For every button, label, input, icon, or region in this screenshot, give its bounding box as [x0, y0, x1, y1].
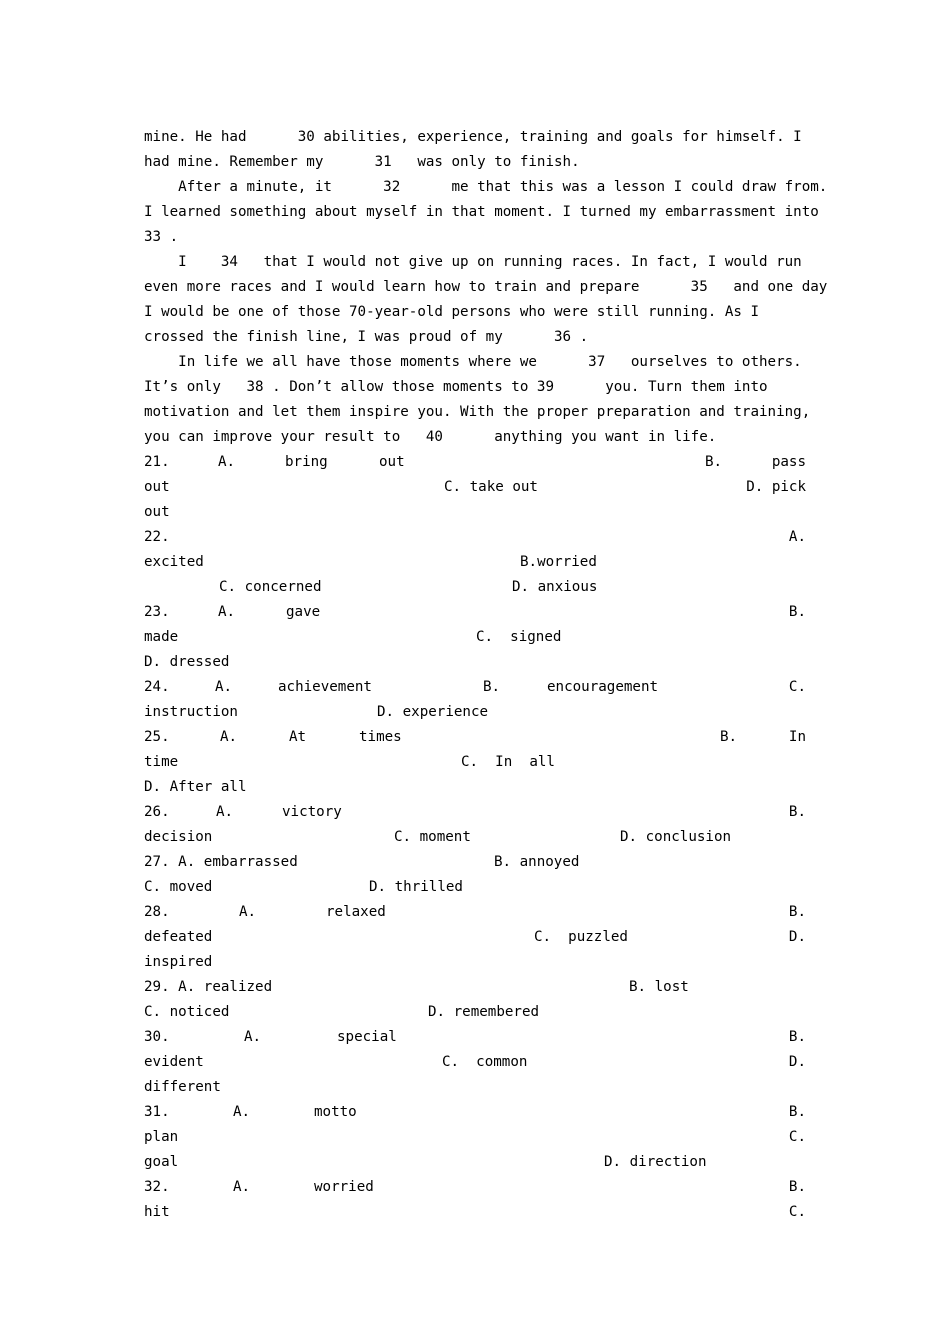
question-number: 26.: [144, 804, 170, 820]
passage-line: After a minute, it 32 me that this was a lesson I could draw from.: [144, 179, 828, 195]
question-30-cont: [144, 1075, 806, 1100]
option-d-text: inspired: [144, 954, 213, 970]
option-a-letter: A.: [788, 529, 806, 545]
option-d: D. pick: [746, 479, 806, 495]
passage-line: had mine. Remember my 31 was only to finish.: [144, 154, 580, 170]
question-29: [144, 975, 806, 1000]
question-number: 21.: [144, 454, 170, 470]
passage-line: motivation and let them inspire you. With the proper preparation and training,: [144, 404, 811, 420]
option-b-letter: B.: [720, 729, 738, 745]
option-b-text: In: [788, 729, 806, 745]
question-31-cont: [144, 1150, 806, 1175]
option-a-text: achievement: [278, 679, 372, 695]
question-27: [144, 850, 806, 875]
question-30: [144, 1025, 806, 1050]
question-26: [144, 800, 806, 825]
option-b-text: hit: [144, 1204, 170, 1220]
question-number: 28.: [144, 904, 170, 920]
passage-line: In life we all have those moments where we 37 ourselves to others.: [144, 354, 802, 370]
option-a-text: gave: [286, 604, 321, 620]
option-a-text: excited: [144, 554, 204, 570]
option-a-text: times: [359, 729, 402, 745]
option-a-letter: A.: [233, 1104, 251, 1120]
option-b-letter: B.: [788, 1104, 806, 1120]
option-a-letter: A.: [218, 604, 236, 620]
question-31-cont: [144, 1125, 806, 1150]
option-c-text: instruction: [144, 704, 238, 720]
option-d-letter: D.: [788, 1054, 806, 1070]
option-b-text: time: [144, 754, 179, 770]
option-c: C. puzzled: [534, 929, 628, 945]
option-c: C. In all: [461, 754, 555, 770]
option-a-letter: A.: [215, 679, 233, 695]
option-b-text: out: [144, 479, 170, 495]
option-d: D. conclusion: [620, 829, 732, 845]
option-c-text: goal: [144, 1154, 179, 1170]
question-number: 25.: [144, 729, 170, 745]
passage-line: 33 .: [144, 229, 179, 245]
option-a-text: relaxed: [326, 904, 386, 920]
question-28-cont: [144, 950, 806, 975]
question-number-option-a: 27. A. embarrassed: [144, 854, 298, 870]
option-d: D. thrilled: [369, 879, 463, 895]
question-21-cont: [144, 475, 806, 500]
option-c-letter: C.: [788, 679, 806, 695]
option-c: C. concerned: [219, 579, 322, 595]
question-26-cont: [144, 825, 806, 850]
option-c: C. noticed: [144, 1004, 230, 1020]
passage-line: I learned something about myself in that moment. I turned my embarrassment into: [144, 204, 819, 220]
question-25-cont: [144, 775, 806, 800]
option-b-text: plan: [144, 1129, 179, 1145]
question-24: [144, 675, 806, 700]
question-32-cont: [144, 1200, 806, 1225]
option-a-text: bring: [285, 454, 328, 470]
question-number: 23.: [144, 604, 170, 620]
option-c-letter: C.: [788, 1129, 806, 1145]
option-b-text: made: [144, 629, 179, 645]
option-b-letter: B.: [705, 454, 723, 470]
option-a-text: worried: [314, 1179, 374, 1195]
question-23-cont: [144, 625, 806, 650]
option-c: C. moment: [394, 829, 471, 845]
question-27-cont: [144, 875, 806, 900]
question-number: 32.: [144, 1179, 170, 1195]
option-a-text: special: [337, 1029, 397, 1045]
question-28: [144, 900, 806, 925]
option-d: D. experience: [377, 704, 489, 720]
option-b: B. annoyed: [494, 854, 580, 870]
option-b-letter: B.: [483, 679, 501, 695]
question-21: [144, 450, 806, 475]
passage-line: you can improve your result to 40 anything you want in life.: [144, 429, 717, 445]
question-29-cont: [144, 1000, 806, 1025]
passage-line: I would be one of those 70-year-old persons who were still running. As I: [144, 304, 759, 320]
option-d: D. direction: [604, 1154, 707, 1170]
question-24-cont: [144, 700, 806, 725]
option-a-text: motto: [314, 1104, 357, 1120]
question-number: 22.: [144, 529, 170, 545]
option-d-text: out: [144, 504, 170, 520]
option-b-letter: B.: [788, 1179, 806, 1195]
option-b-text: decision: [144, 829, 213, 845]
question-22: [144, 525, 806, 550]
question-number-option-a: 29. A. realized: [144, 979, 273, 995]
option-d: D. After all: [144, 779, 247, 795]
option-a-letter: A.: [218, 454, 236, 470]
option-c: C. take out: [444, 479, 538, 495]
option-b-text: encouragement: [547, 679, 659, 695]
question-23-cont: [144, 650, 806, 675]
question-22-cont: [144, 550, 806, 575]
option-b-letter: B.: [788, 604, 806, 620]
option-c: C. signed: [476, 629, 562, 645]
option-c: C. common: [442, 1054, 528, 1070]
question-25-cont: [144, 750, 806, 775]
option-d: D. dressed: [144, 654, 230, 670]
option-a-letter: A.: [239, 904, 257, 920]
option-b-letter: B.: [788, 904, 806, 920]
passage-line: I 34 that I would not give up on running races. In fact, I would run: [144, 254, 802, 270]
option-b-text: pass: [771, 454, 806, 470]
question-32: [144, 1175, 806, 1200]
passage-line: crossed the finish line, I was proud of my 36 .: [144, 329, 589, 345]
option-c: C. moved: [144, 879, 213, 895]
option-d: D. anxious: [512, 579, 598, 595]
option-b: B.worried: [520, 554, 597, 570]
question-25: [144, 725, 806, 750]
passage-line: even more races and I would learn how to train and prepare 35 and one day: [144, 279, 828, 295]
option-d-letter: D.: [788, 929, 806, 945]
option-a-letter: A.: [220, 729, 238, 745]
option-d: D. remembered: [428, 1004, 540, 1020]
option-a-letter: A.: [216, 804, 234, 820]
option-b-letter: B.: [788, 804, 806, 820]
question-number: 24.: [144, 679, 170, 695]
question-28-cont: [144, 925, 806, 950]
option-a-text: At: [289, 729, 307, 745]
passage-line: mine. He had 30 abilities, experience, training and goals for himself. I: [144, 129, 802, 145]
question-31: [144, 1100, 806, 1125]
question-number: 31.: [144, 1104, 170, 1120]
option-b-text: evident: [144, 1054, 204, 1070]
option-a-letter: A.: [244, 1029, 262, 1045]
option-a-letter: A.: [233, 1179, 251, 1195]
option-b-text: defeated: [144, 929, 213, 945]
option-b-letter: B.: [788, 1029, 806, 1045]
option-a-text: victory: [282, 804, 342, 820]
question-number: 30.: [144, 1029, 170, 1045]
question-21-cont: [144, 500, 806, 525]
passage-line: It’s only 38 . Don’t allow those moments to 39 you. Turn them into: [144, 379, 768, 395]
question-30-cont: [144, 1050, 806, 1075]
option-d-text: different: [144, 1079, 221, 1095]
question-22-cont: [144, 575, 806, 600]
option-a-text: out: [379, 454, 405, 470]
option-c-letter: C.: [788, 1204, 806, 1220]
question-23: [144, 600, 806, 625]
option-b: B. lost: [629, 979, 689, 995]
